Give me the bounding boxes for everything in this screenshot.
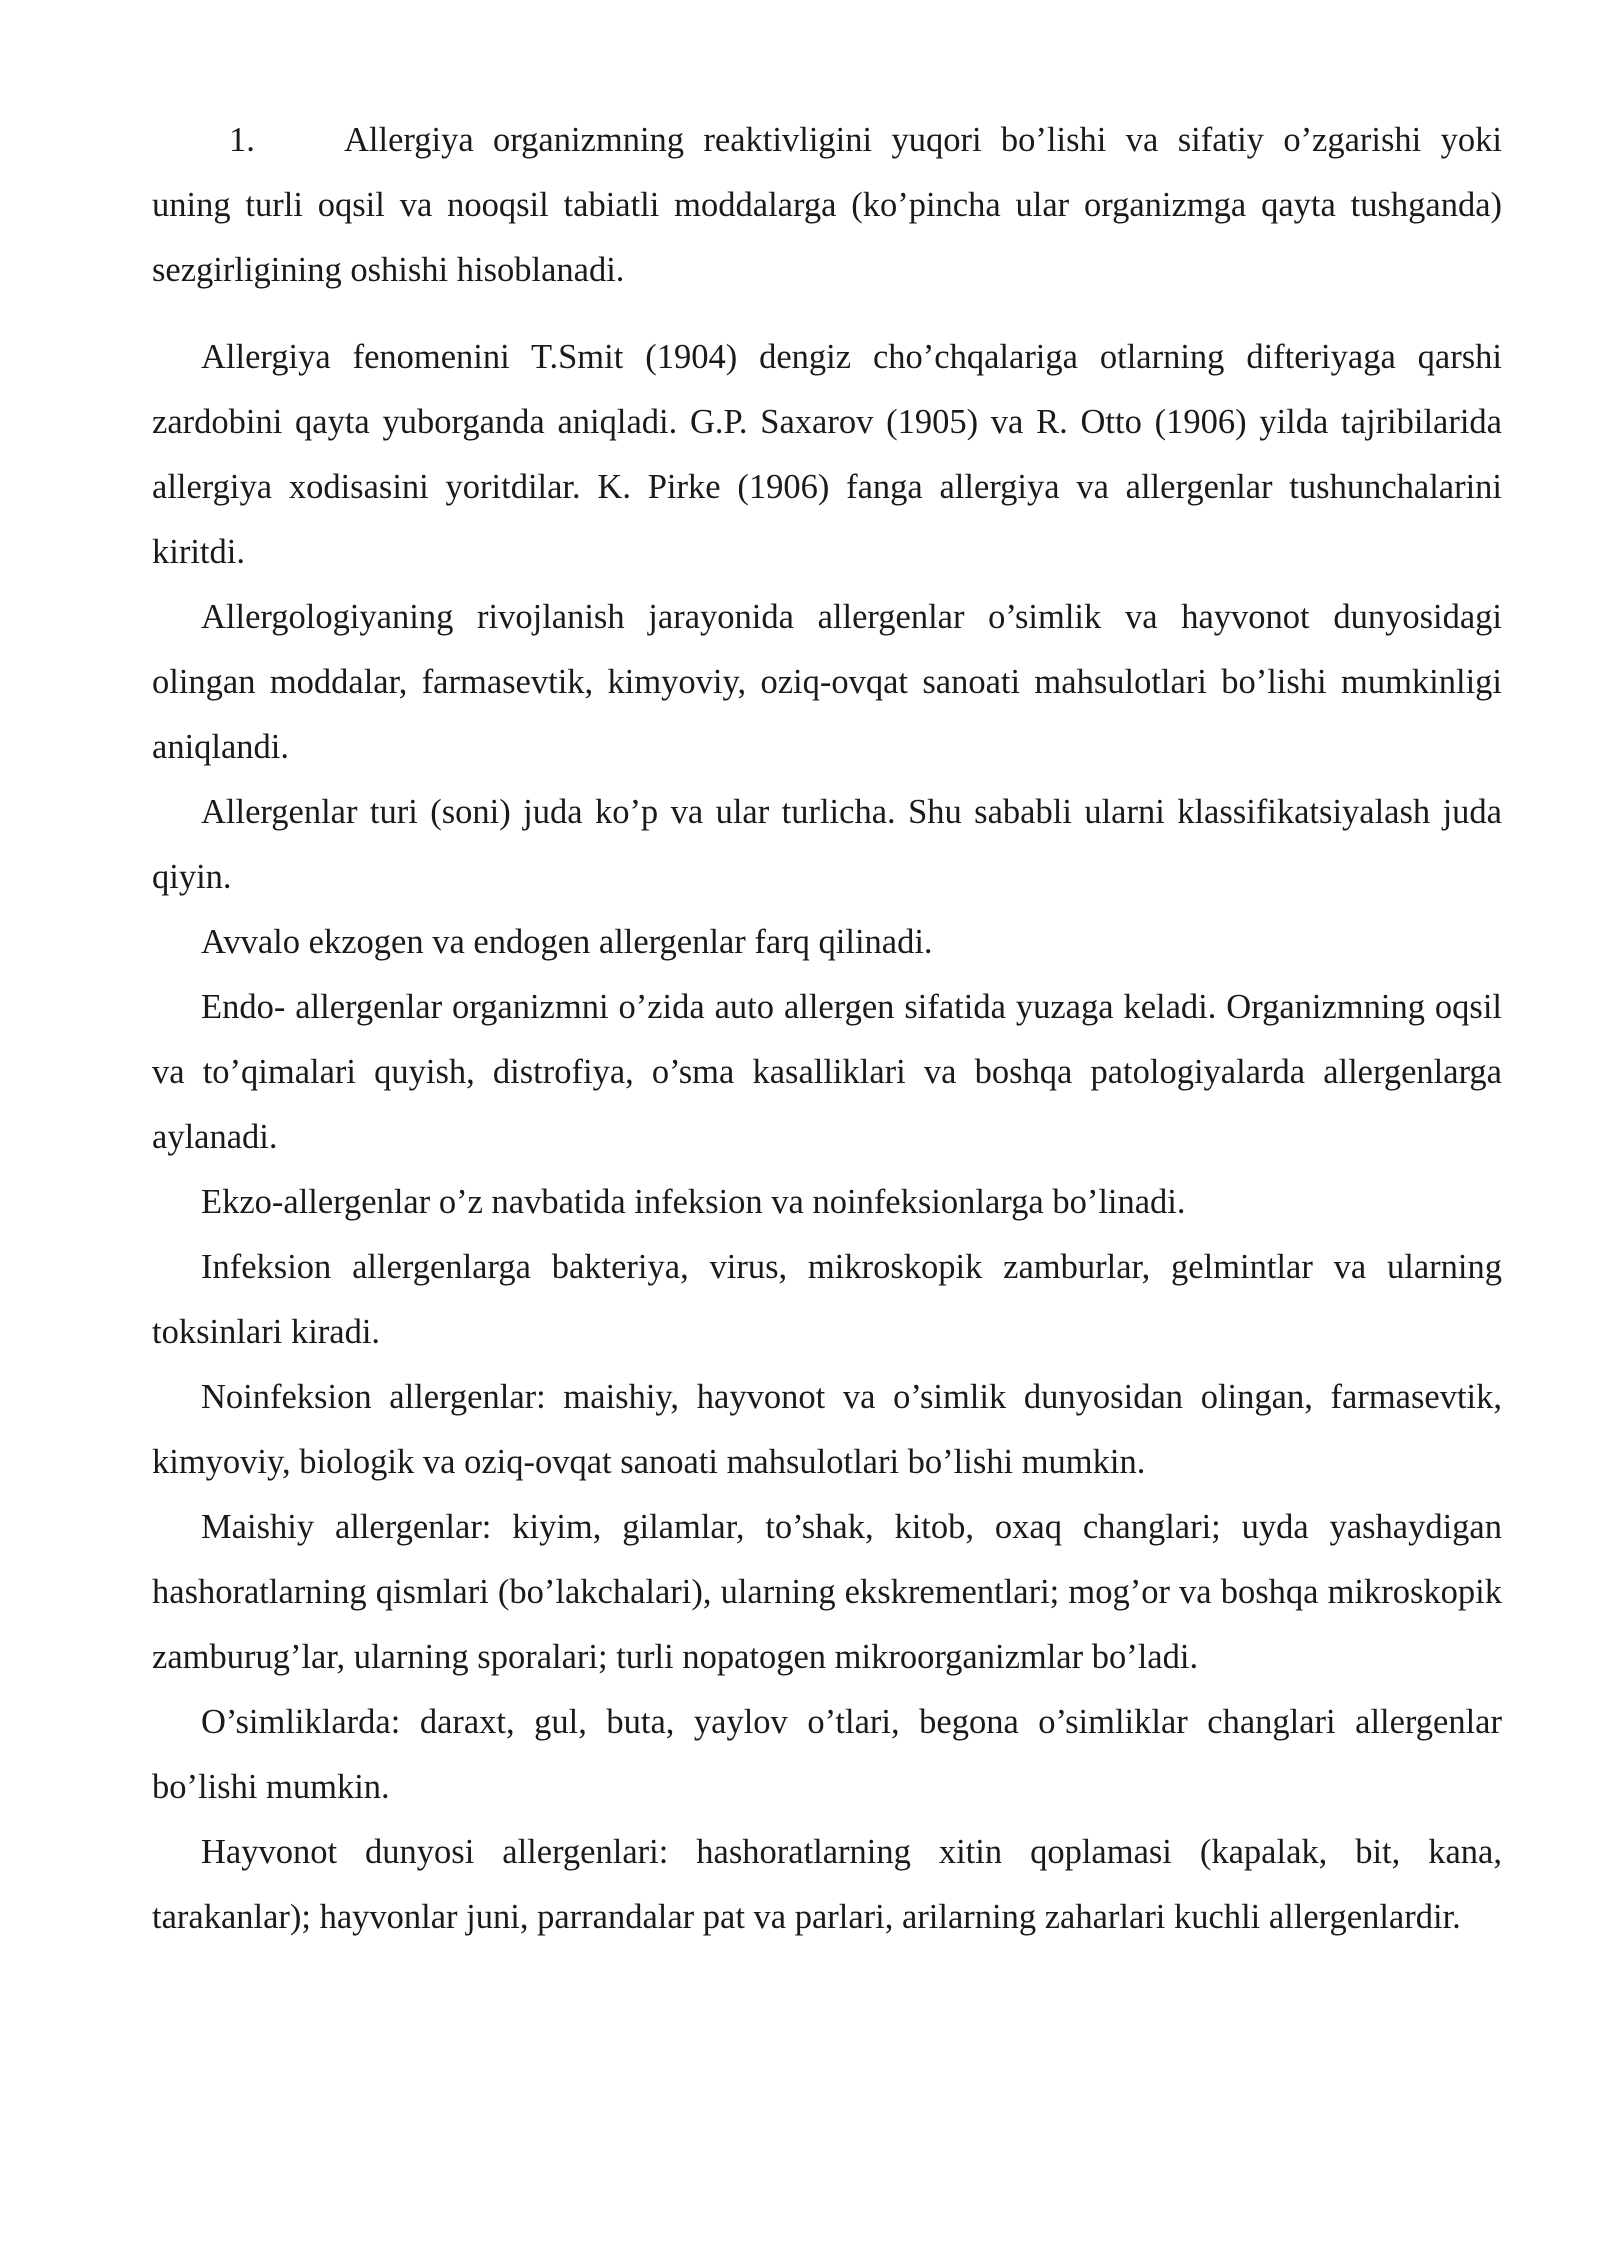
paragraph-allergy-history: Allergiya fenomenini T.Smit (1904) dengiz cho’chqalariga otlarning difteriyaga qarshi zardobini qayta yuborganda aniqladi. G.P. Saxarov (1905) va R. Otto (1906) yilda tajribilarida allergiya xodisasini yoritdilar. K. Pirke (1906) fanga allergiya va allergenlar tushunchalarini kiritdi. <box>152 338 1502 571</box>
item-text: Allergiya organizmning reaktivligini yuqori bo’lishi va sifatiy o’zgarishi yoki uning turli oqsil va nooqsil tabiatli moddalarga (ko’pincha ular organizmga qayta tushganda) sezgirligining oshishi hisoblanadi. <box>152 121 1502 289</box>
numbered-item-1 <box>152 108 1502 303</box>
paragraph-endo-allergens: Endo- allergenlar organizmni o’zida auto allergen sifatida yuzaga keladi. Organizmning oqsil va to’qimalari quyish, distrofiya, o’sma kasalliklari va boshqa patologiyalarda allergenlarga aylanadi. <box>152 988 1502 1156</box>
item-number: 1. <box>229 121 255 159</box>
paragraph-household-allergens: Maishiy allergenlar: kiyim, gilamlar, to’shak, kitob, oxaq changlari; uyda yashaydigan hashoratlarning qismlari (bo’lakchalari), ularning ekskrementlari; mog’or va boshqa mikroskopik zamburug’lar, ularning sporalari; turli nopatogen mikroorganizmlar bo’ladi. <box>152 1508 1502 1676</box>
paragraph-allergology-development: Allergologiyaning rivojlanish jarayonida allergenlar o’simlik va hayvonot dunyosidagi olingan moddalar, farmasevtik, kimyoviy, oziq-ovqat sanoati mahsulotlari bo’lishi mumkinligi aniqlandi. <box>152 598 1502 766</box>
paragraph-noninfectious-allergens: Noinfeksion allergenlar: maishiy, hayvonot va o’simlik dunyosidan olingan, farmasevtik, kimyoviy, biologik va oziq-ovqat sanoati mahsulotlari bo’lishi mumkin. <box>152 1378 1502 1481</box>
document-page <box>152 108 1502 1950</box>
paragraph-exo-endo: Avvalo ekzogen va endogen allergenlar farq qilinadi. <box>201 923 933 961</box>
paragraph-plant-allergens: O’simliklarda: daraxt, gul, buta, yaylov o’tlari, begona o’simliklar changlari allergenlar bo’lishi mumkin. <box>152 1703 1502 1806</box>
paragraph-allergen-types: Allergenlar turi (soni) juda ko’p va ular turlicha. Shu sababli ularni klassifikatsiyalash juda qiyin. <box>152 793 1502 896</box>
paragraph-animal-allergens: Hayvonot dunyosi allergenlari: hashoratlarning xitin qoplamasi (kapalak, bit, kana, tarakanlar); hayvonlar juni, parrandalar pat va parlari, arilarning zaharlari kuchli allergenlardir. <box>152 1833 1502 1936</box>
paragraph-infectious-allergens: Infeksion allergenlarga bakteriya, virus, mikroskopik zamburlar, gelmintlar va ularning toksinlari kiradi. <box>152 1248 1502 1351</box>
paragraph-exo-allergens: Ekzo-allergenlar o’z navbatida infeksion va noinfeksionlarga bo’linadi. <box>201 1183 1186 1221</box>
